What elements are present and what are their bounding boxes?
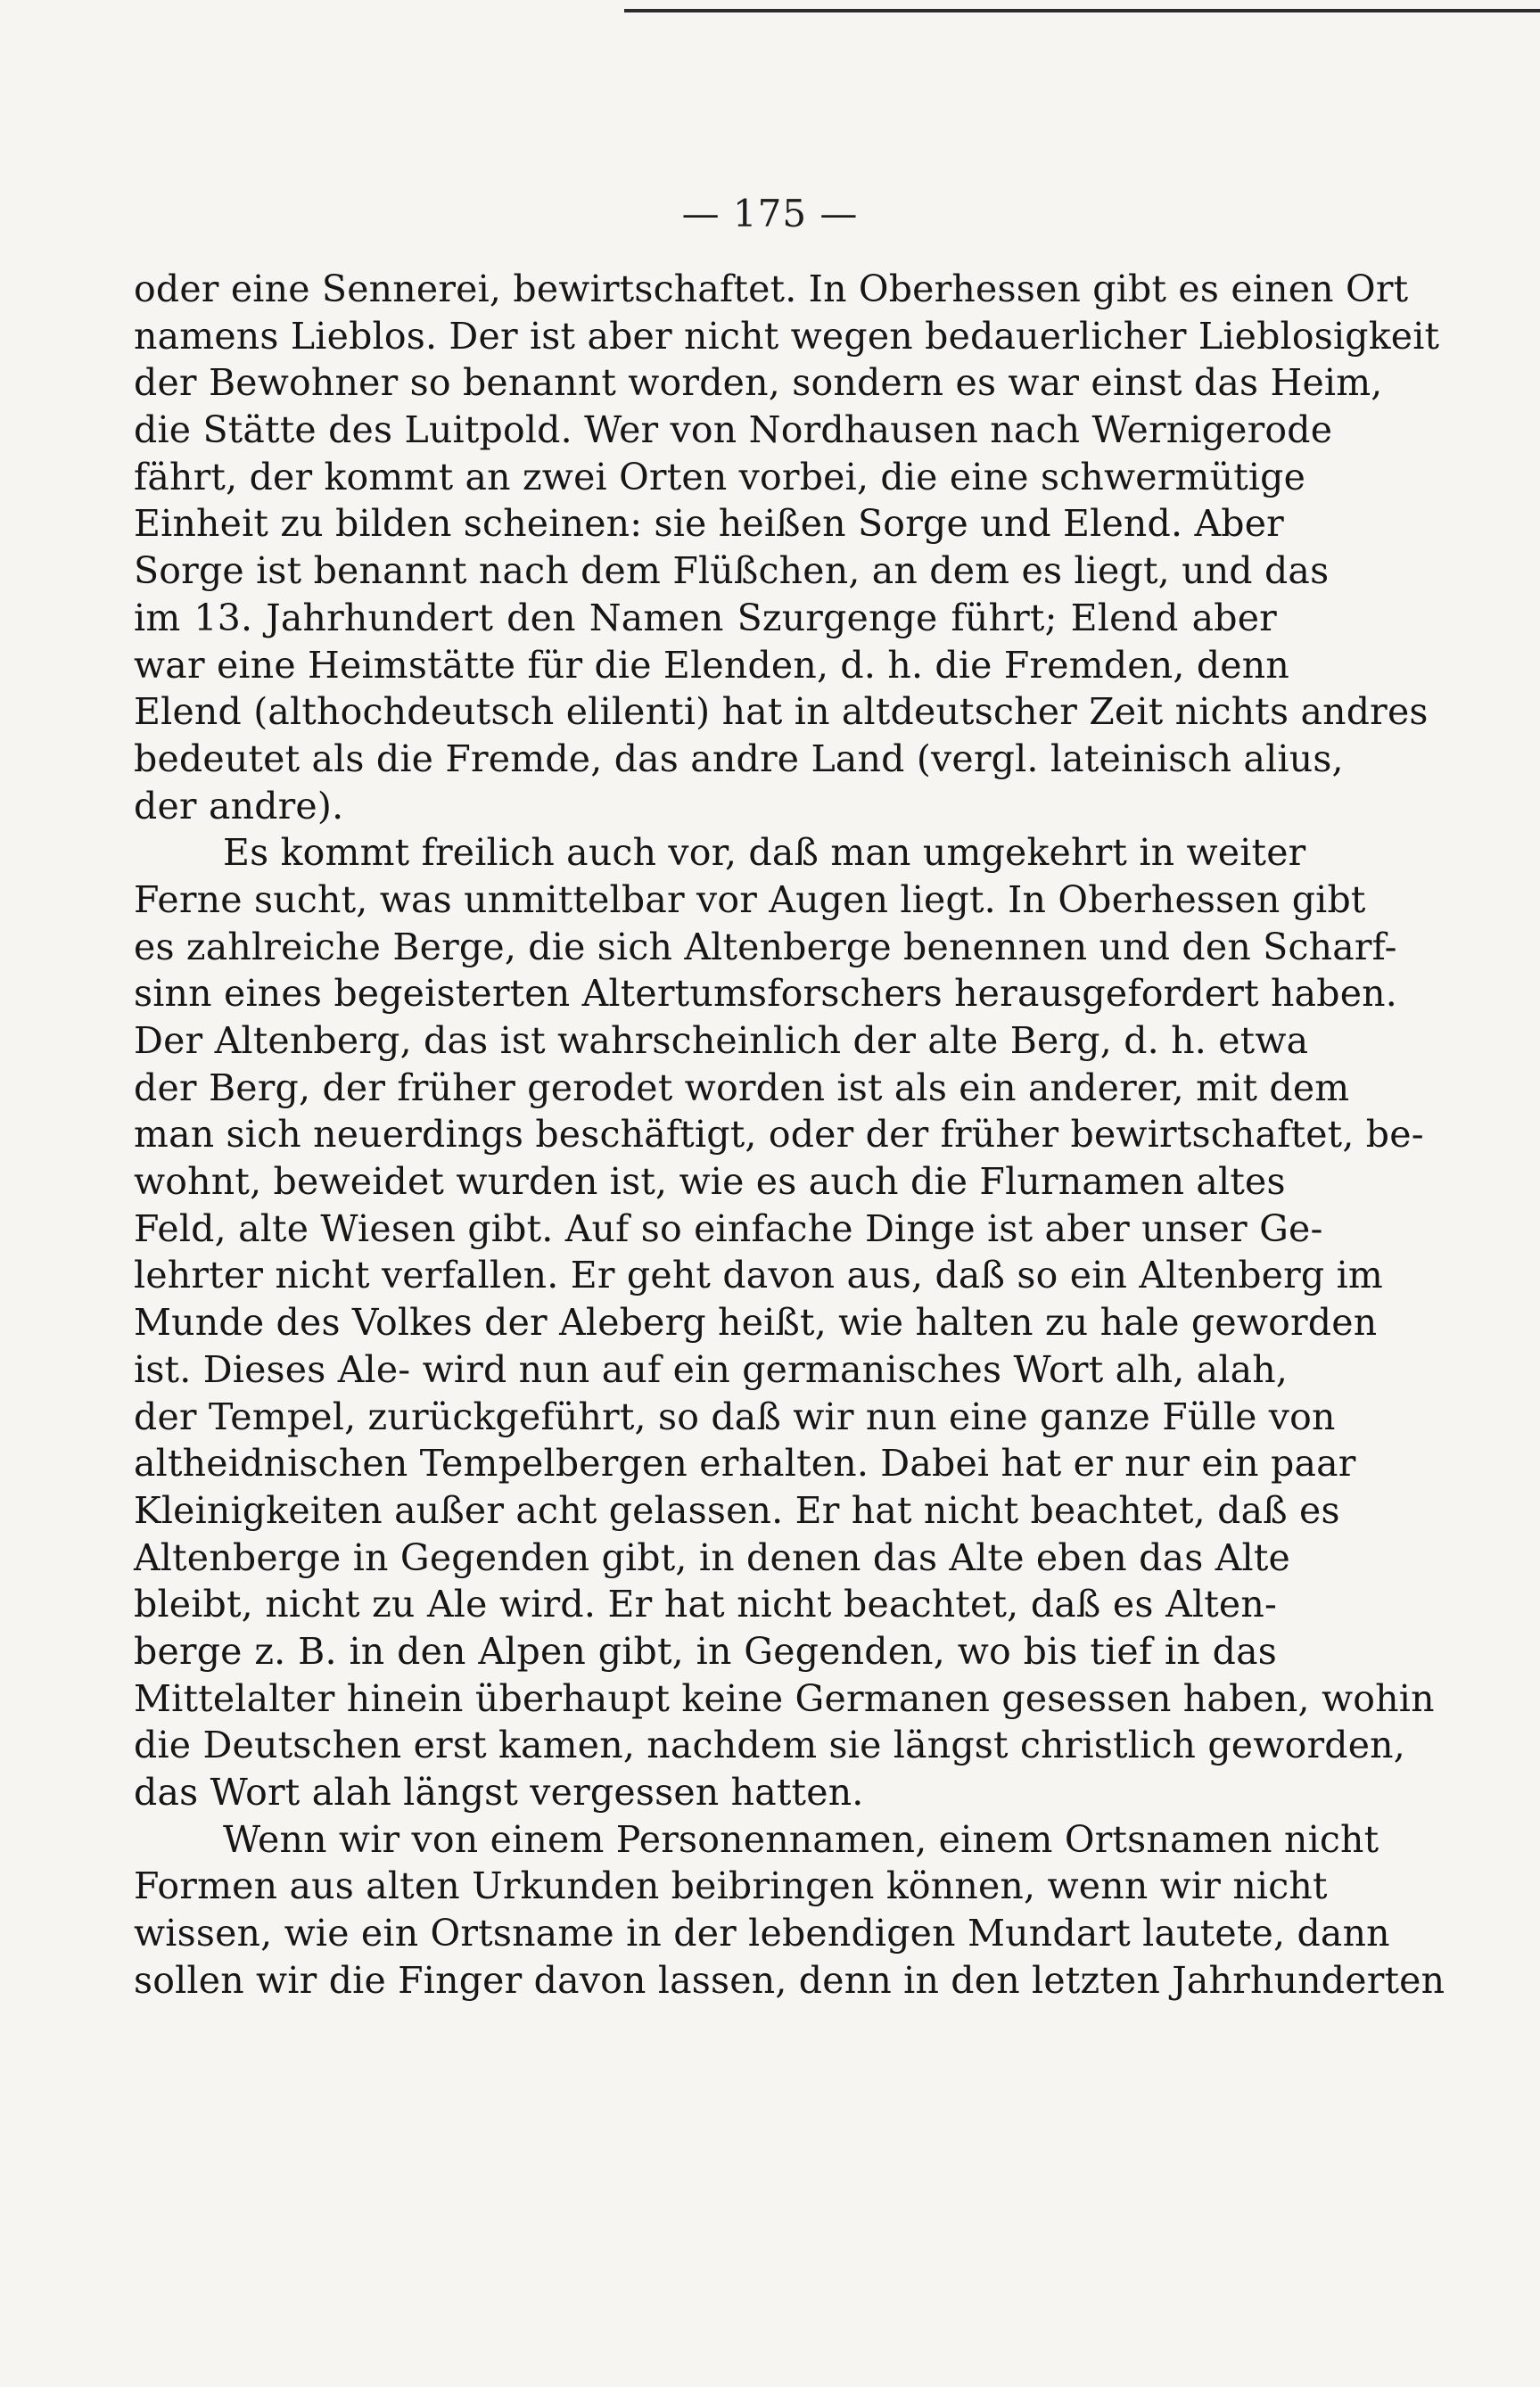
- text-line: der Berg, der früher gerodet worden ist als ein anderer, mit dem: [134, 1066, 1350, 1109]
- text-line: Formen aus alten Urkunden beibringen können, wenn wir nicht: [134, 1864, 1328, 1908]
- text-line: sollen wir die Finger davon lassen, denn in den letzten Jahrhunderten: [134, 1958, 1445, 2002]
- text-line: lehrter nicht verfallen. Er geht davon aus, daß so ein Altenberg im: [134, 1254, 1383, 1297]
- text-line: Der Altenberg, das ist wahrscheinlich der alte Berg, d. h. etwa: [134, 1019, 1309, 1062]
- text-line: die Deutschen erst kamen, nachdem sie längst christlich geworden,: [134, 1724, 1405, 1767]
- page-number: — 175 —: [681, 192, 859, 235]
- text-line: Mittelalter hinein überhaupt keine Germanen gesessen haben, wohin: [134, 1676, 1435, 1720]
- text-line: der Bewohner so benannt worden, sondern es war einst das Heim,: [134, 361, 1383, 405]
- text-line: der Tempel, zurückgeführt, so daß wir nun eine ganze Fülle von: [134, 1395, 1336, 1438]
- text-line: sinn eines begeisterten Altertumsforschers herausgefordert haben.: [134, 972, 1398, 1016]
- text-line: Sorge ist benannt nach dem Flüßchen, an dem es liegt, und das: [134, 549, 1330, 593]
- text-line: Altenberge in Gegenden gibt, in denen das Alte eben das Alte: [134, 1535, 1290, 1579]
- text-line: fährt, der kommt an zwei Orten vorbei, die eine schwermütige: [134, 455, 1306, 498]
- top-edge-rule: [624, 9, 1540, 12]
- text-line: im 13. Jahrhundert den Namen Szurgenge führt; Elend aber: [134, 596, 1277, 639]
- text-line: das Wort alah längst vergessen hatten.: [134, 1771, 864, 1814]
- text-line: der andre).: [134, 784, 344, 827]
- text-line: Munde des Volkes der Aleberg heißt, wie halten zu hale geworden: [134, 1301, 1378, 1345]
- text-line: ist. Dieses Ale- wird nun auf ein germanisches Wort alh, alah,: [134, 1347, 1289, 1391]
- text-line: die Stätte des Luitpold. Wer von Nordhausen nach Wernigerode: [134, 408, 1333, 452]
- text-line: wohnt, beweidet wurden ist, wie es auch die Flurnamen altes: [134, 1160, 1286, 1204]
- text-line: es zahlreiche Berge, die sich Altenberge benennen und den Scharf-: [134, 925, 1397, 968]
- body-text: [134, 266, 1445, 2004]
- text-line: oder eine Sennerei, bewirtschaftet. In Oberhessen gibt es einen Ort: [134, 268, 1409, 310]
- text-line: Elend (althochdeutsch elilenti) hat in altdeutscher Zeit nichts andres: [134, 690, 1429, 734]
- text-line: bleibt, nicht zu Ale wird. Er hat nicht beachtet, daß es Alten-: [134, 1583, 1277, 1626]
- text-line: Ferne sucht, was unmittelbar vor Augen liegt. In Oberhessen gibt: [134, 877, 1366, 921]
- text-line: Wenn wir von einem Personennamen, einem Ortsnamen nicht: [223, 1817, 1379, 1861]
- text-line: altheidnischen Tempelbergen erhalten. Dabei hat er nur ein paar: [134, 1442, 1356, 1486]
- text-line: Feld, alte Wiesen gibt. Auf so einfache Dinge ist aber unser Ge-: [134, 1206, 1323, 1250]
- text-line: Kleinigkeiten außer acht gelassen. Er hat nicht beachtet, daß es: [134, 1488, 1340, 1532]
- text-line: wissen, wie ein Ortsname in der lebendigen Mundart lautete, dann: [134, 1912, 1390, 1955]
- text-line: namens Lieblos. Der ist aber nicht wegen bedauerlicher Lieblosigkeit: [134, 314, 1440, 358]
- text-line: berge z. B. in den Alpen gibt, in Gegenden, wo bis tief in das: [134, 1629, 1277, 1673]
- text-line: bedeutet als die Fremde, das andre Land (vergl. lateinisch alius,: [134, 737, 1344, 780]
- text-line: man sich neuerdings beschäftigt, oder der früher bewirtschaftet, be-: [134, 1113, 1424, 1156]
- text-line: Einheit zu bilden scheinen: sie heißen Sorge und Elend. Aber: [134, 502, 1284, 546]
- text-line: war eine Heimstätte für die Elenden, d. h. die Fremden, denn: [134, 643, 1289, 687]
- text-line: Es kommt freilich auch vor, daß man umgekehrt in weiter: [223, 831, 1306, 875]
